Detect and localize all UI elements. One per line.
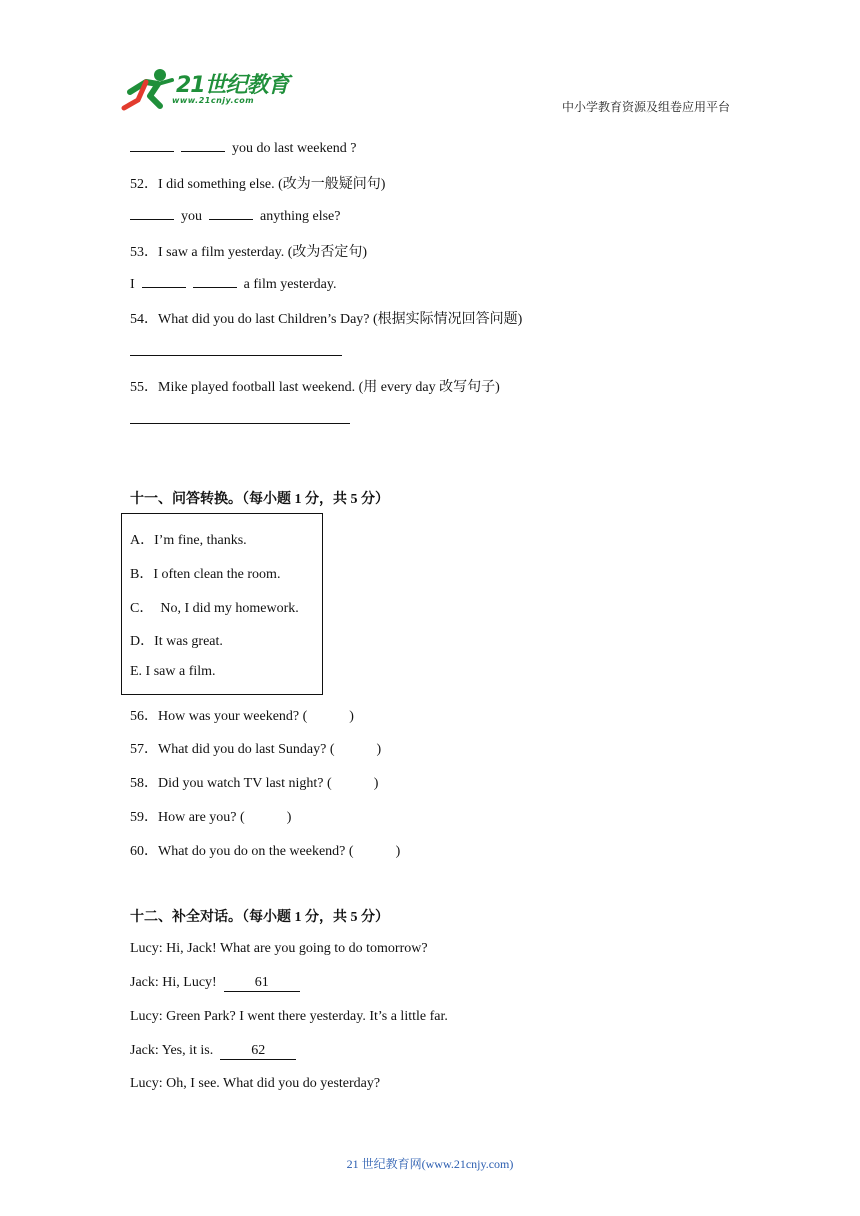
answer-blank[interactable] — [209, 207, 253, 220]
answer-blank[interactable] — [181, 139, 225, 152]
option-d: D．It was great. — [130, 634, 223, 649]
q54-answer-line[interactable] — [130, 355, 342, 356]
answer-blank[interactable] — [142, 275, 186, 288]
q51-tail-text: you do last weekend ? — [232, 141, 357, 156]
dialogue-line — [130, 975, 300, 992]
question-56 — [130, 705, 354, 725]
q52-mid-text: you — [181, 209, 202, 224]
dialogue-line: Lucy: Green Park? I went there yesterday. It’s a little far. — [130, 1009, 448, 1024]
question-58 — [130, 772, 378, 792]
close-paren: ) — [373, 776, 379, 791]
header-platform-text: 中小学教育资源及组卷应用平台 — [561, 100, 730, 114]
q52-question: 52．I did something else. (改为一般疑问句) — [130, 177, 386, 192]
section-11-title: 十一、问答转换。（每小题 1 分，共 5 分） — [130, 492, 389, 507]
close-paren: ) — [286, 810, 292, 825]
logo-text: 21世纪教育 — [176, 73, 289, 98]
logo-url: www.21cnjy.com — [172, 96, 255, 105]
dialogue-line: Lucy: Oh, I see. What did you do yesterday? — [130, 1076, 381, 1091]
dialogue-text: Jack: Hi, Lucy! — [130, 975, 217, 990]
answer-blank[interactable] — [130, 207, 174, 220]
option-c: C． No, I did my homework. — [130, 601, 299, 616]
question-text: 59．How are you? ( — [130, 810, 245, 825]
question-text: 60．What do you do on the weekend? ( — [130, 844, 354, 859]
question-text: 56．How was your weekend? ( — [130, 709, 308, 724]
option-e: E. I saw a film. — [130, 664, 216, 679]
q53-tail-text: a film yesterday. — [243, 277, 337, 292]
question-text: 58．Did you watch TV last night? ( — [130, 776, 332, 791]
question-57 — [130, 738, 381, 758]
close-paren: ) — [395, 844, 401, 859]
option-a: A．I’m fine, thanks. — [130, 533, 247, 548]
close-paren: ) — [376, 742, 382, 757]
dialogue-text: Jack: Yes, it is. — [130, 1043, 214, 1058]
page-footer: 21 世纪教育网(www.21cnjy.com) — [346, 1157, 514, 1171]
site-logo — [120, 66, 300, 116]
question-text: 57．What did you do last Sunday? ( — [130, 742, 335, 757]
answer-blank-62[interactable]: 62 — [220, 1043, 296, 1060]
section-12-title: 十二、补全对话。（每小题 1 分，共 5 分） — [130, 910, 389, 925]
dialogue-line — [130, 1043, 296, 1060]
question-60 — [130, 840, 400, 860]
q53-question: 53．I saw a film yesterday. (改为否定句) — [130, 245, 368, 260]
question-59 — [130, 806, 291, 826]
option-b: B．I often clean the room. — [130, 567, 281, 582]
answer-blank[interactable] — [193, 275, 237, 288]
q53-answer-line — [130, 275, 336, 293]
q51-answer-line — [130, 139, 356, 157]
close-paren: ) — [349, 709, 354, 724]
answer-blank-61[interactable]: 61 — [224, 975, 300, 992]
q52-tail-text: anything else? — [260, 209, 341, 224]
q55-question: 55．Mike played football last weekend. (用 every day 改写句子) — [130, 380, 500, 395]
q53-head-text: I — [130, 277, 135, 292]
running-figure-icon — [120, 66, 176, 114]
answer-blank[interactable] — [130, 139, 174, 152]
q52-answer-line — [130, 207, 340, 225]
q54-question: 54．What did you do last Children’s Day? (根据实际情况回答问题) — [130, 312, 523, 327]
dialogue-line: Lucy: Hi, Jack! What are you going to do tomorrow? — [130, 941, 428, 956]
q55-answer-line[interactable] — [130, 423, 350, 424]
